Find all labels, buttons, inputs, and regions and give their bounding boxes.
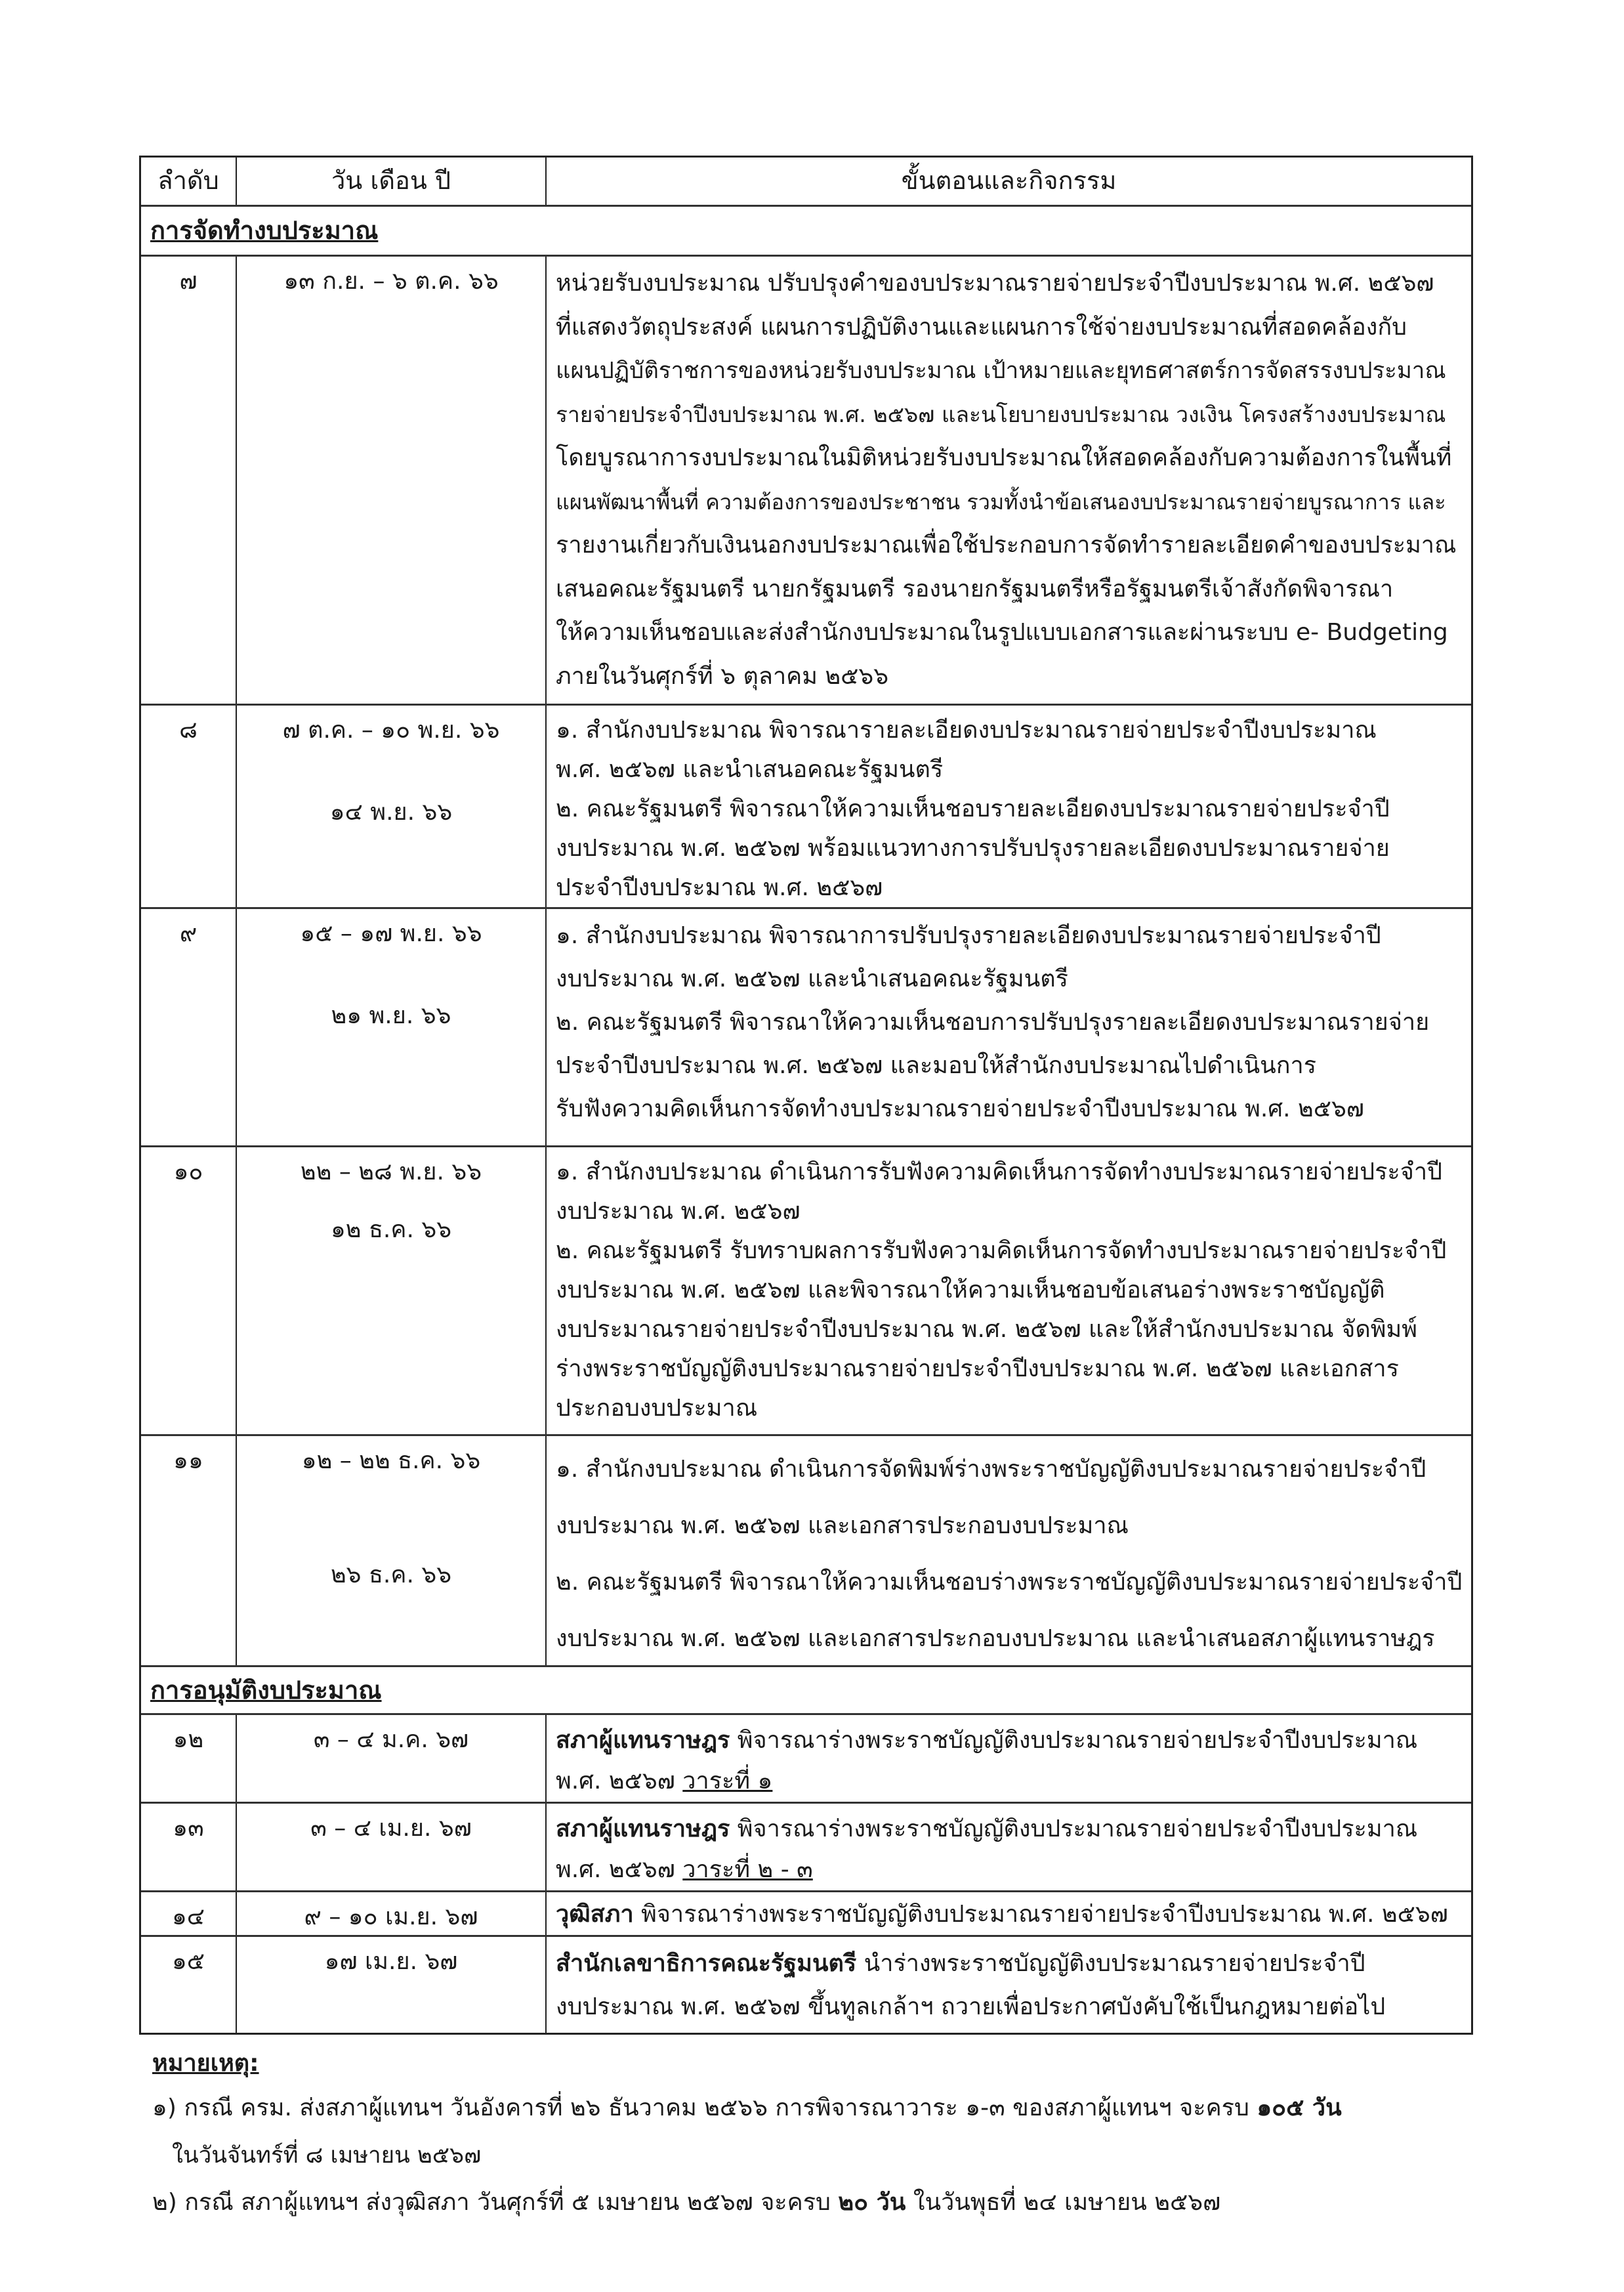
activity-line: ๑. สำนักงบประมาณ ดำเนินการจัดพิมพ์ร่างพระราชบัญญัติงบประมาณรายจ่ายประจำปี: [556, 1456, 1426, 1483]
row-dates: [237, 1436, 547, 1665]
activity-line: ๒. คณะรัฐมนตรี พิจารณาให้ความเห็นชอบร่างพระราชบัญญัติงบประมาณรายจ่ายประจำปี: [556, 1569, 1463, 1596]
row-activity: [547, 1147, 1471, 1434]
activity-line: [556, 1720, 1465, 1761]
activity-line: [556, 1942, 1465, 1985]
remark-text: ๑) กรณี ครม. ส่งสภาผู้แทนฯ วันอังคารที่ ๒๖ ธันวาคม ๒๕๖๖ การพิจารณาวาระ ๑-๓ ของสภาผู้แทนฯ จะครบ: [152, 2094, 1249, 2121]
activity-line: งบประมาณ พ.ศ. ๒๕๖๗: [556, 1198, 801, 1225]
activity-line: ๒. คณะรัฐมนตรี พิจารณาให้ความเห็นชอบการปรับปรุงรายละเอียดงบประมาณรายจ่าย: [556, 1009, 1430, 1036]
table-row: [141, 257, 1471, 706]
activity-line: งบประมาณ พ.ศ. ๒๕๖๗ และพิจารณาให้ความเห็นชอบข้อเสนอร่างพระราชบัญญัติ: [556, 1277, 1385, 1304]
remark-text: ในวันพุธที่ ๒๔ เมษายน ๒๕๖๗: [913, 2189, 1221, 2216]
table-row: [141, 1715, 1471, 1804]
date-range: ๒๒ – ๒๘ พ.ย. ๖๖: [300, 1158, 482, 1185]
date-range: ๙ – ๑๐ เม.ย. ๖๗: [304, 1903, 478, 1930]
table-row: [141, 706, 1471, 909]
table-header: [141, 158, 1471, 207]
row-dates: [237, 257, 547, 704]
date-range: ๑๒ – ๒๒ ธ.ค. ๖๖: [301, 1447, 481, 1474]
header-activity: ขั้นตอนและกิจกรรม: [901, 166, 1117, 195]
activity-line: [556, 1809, 1465, 1850]
activity-line: ร่างพระราชบัญญัติงบประมาณรายจ่ายประจำปีงบประมาณ พ.ศ. ๒๕๖๗ และเอกสาร: [556, 1355, 1399, 1382]
row-number: ๗: [141, 257, 237, 704]
row-activity: [547, 909, 1471, 1145]
actor: สภาผู้แทนราษฎร: [556, 1727, 730, 1754]
stage-label: วาระที่ ๑: [682, 1768, 773, 1794]
schedule-table: [139, 156, 1473, 2035]
remark-2: [152, 2179, 1465, 2226]
header-date: วัน เดือน ปี: [237, 158, 547, 205]
actor: วุฒิสภา: [556, 1901, 634, 1928]
table-row: [141, 1892, 1471, 1937]
section-title: การจัดทำงบประมาณ: [150, 216, 379, 245]
row-activity: [547, 257, 1471, 704]
date-range: ๑๕ – ๑๗ พ.ย. ๖๖: [300, 920, 482, 947]
remark-1: [152, 2085, 1465, 2132]
activity-line: [556, 1761, 1465, 1802]
remarks: [152, 2043, 1465, 2226]
activity-line: ๑. สำนักงบประมาณ พิจารณารายละเอียดงบประมาณรายจ่ายประจำปีงบประมาณ: [556, 717, 1377, 744]
row-activity: [547, 1436, 1471, 1665]
row-number: ๑๓: [141, 1804, 237, 1890]
row-dates: [237, 1892, 547, 1935]
table-row: [141, 1804, 1471, 1892]
activity-line: แผนพัฒนาพื้นที่ ความต้องการของประชาชน รวมทั้งนำข้อเสนองบประมาณรายจ่ายบูรณาการ และ: [556, 489, 1446, 515]
stage-label: วาระที่ ๒ - ๓: [682, 1856, 813, 1883]
table-row: [141, 1147, 1471, 1436]
activity-line: ๑. สำนักงบประมาณ ดำเนินการรับฟังความคิดเห็นการจัดทำงบประมาณรายจ่ายประจำปี: [556, 1158, 1442, 1185]
row-dates: [237, 1715, 547, 1802]
row-dates: [237, 1147, 547, 1434]
table-row: [141, 909, 1471, 1147]
activity-line: ๒. คณะรัฐมนตรี รับทราบผลการรับฟังความคิดเห็นการจัดทำงบประมาณรายจ่ายประจำปี: [556, 1237, 1447, 1264]
activity-line: ที่แสดงวัตถุประสงค์ แผนการปฏิบัติงานและแผนการใช้จ่ายงบประมาณที่สอดคล้องกับ: [556, 313, 1407, 341]
row-activity: [547, 1892, 1471, 1935]
actor: สภาผู้แทนราษฎร: [556, 1815, 730, 1842]
activity-line: ภายในวันศุกร์ที่ ๖ ตุลาคม ๒๕๖๖: [556, 662, 889, 690]
activity-line: โดยบูรณาการงบประมาณในมิติหน่วยรับงบประมาณให้สอดคล้องกับความต้องการในพื้นที่: [556, 444, 1452, 471]
header-order: ลำดับ: [141, 158, 237, 205]
activity-line: พ.ศ. ๒๕๖๗ และนำเสนอคณะรัฐมนตรี: [556, 756, 944, 783]
remarks-title: หมายเหตุ:: [152, 2050, 259, 2077]
date-single: ๑๒ ธ.ค. ๖๖: [330, 1216, 452, 1243]
activity-line: แผนปฏิบัติราชการของหน่วยรับงบประมาณ เป้าหมายและยุทธศาสตร์การจัดสรรงบประมาณ: [556, 358, 1446, 384]
remark-emphasis: ๑๐๕ วัน: [1257, 2094, 1342, 2121]
activity-line: [556, 1898, 1465, 1932]
remark-1-continued: ในวันจันทร์ที่ ๘ เมษายน ๒๕๖๗: [172, 2142, 482, 2169]
activity-text: พิจารณาร่างพระราชบัญญัติงบประมาณรายจ่ายประจำปีงบประมาณ พ.ศ. ๒๕๖๗: [641, 1901, 1448, 1928]
row-dates: [237, 706, 547, 907]
activity-line: รับฟังความคิดเห็นการจัดทำงบประมาณรายจ่ายประจำปีงบประมาณ พ.ศ. ๒๕๖๗: [556, 1095, 1364, 1122]
activity-line: งบประมาณ พ.ศ. ๒๕๖๗ พร้อมแนวทางการปรับปรุงรายละเอียดงบประมาณรายจ่าย: [556, 835, 1390, 862]
date-single: ๒๖ ธ.ค. ๖๖: [330, 1561, 452, 1588]
section-title: การอนุมัติงบประมาณ: [150, 1676, 382, 1705]
row-number: ๘: [141, 706, 237, 907]
row-activity: [547, 706, 1471, 907]
activity-line: งบประมาณ พ.ศ. ๒๕๖๗ และเอกสารประกอบงบประมาณ: [556, 1512, 1129, 1539]
activity-text: พิจารณาร่างพระราชบัญญัติงบประมาณรายจ่ายประจำปีงบประมาณ: [737, 1727, 1418, 1754]
date-range: ๓ – ๔ เม.ย. ๖๗: [310, 1815, 472, 1842]
date-single: ๑๔ พ.ย. ๖๖: [329, 799, 453, 826]
activity-line: งบประมาณ พ.ศ. ๒๕๖๗ ขึ้นทูลเกล้าฯ ถวายเพื่อประกาศบังคับใช้เป็นกฎหมายต่อไป: [556, 1993, 1386, 2020]
activity-line: [556, 1850, 1465, 1890]
date-single: ๒๑ พ.ย. ๖๖: [331, 1002, 451, 1029]
row-dates: [237, 1937, 547, 2033]
activity-text: พิจารณาร่างพระราชบัญญัติงบประมาณรายจ่ายประจำปีงบประมาณ: [737, 1815, 1418, 1842]
date-range: ๑๓ ก.ย. – ๖ ต.ค. ๖๖: [283, 268, 499, 295]
activity-line: หน่วยรับงบประมาณ ปรับปรุงคำของบประมาณรายจ่ายประจำปีงบประมาณ พ.ศ. ๒๕๖๗: [556, 270, 1434, 297]
row-number: ๑๑: [141, 1436, 237, 1665]
row-number: ๙: [141, 909, 237, 1145]
activity-line: รายจ่ายประจำปีงบประมาณ พ.ศ. ๒๕๖๗ และนโยบายงบประมาณ วงเงิน โครงสร้างงบประมาณ: [556, 401, 1446, 427]
activity-line: ให้ความเห็นชอบและส่งสำนักงบประมาณในรูปแบบเอกสารและผ่านระบบ e- Budgeting: [556, 619, 1448, 646]
date-single: ๑๗ เม.ย. ๖๗: [324, 1948, 458, 1975]
row-number: ๑๐: [141, 1147, 237, 1434]
date-range: ๓ – ๔ ม.ค. ๖๗: [313, 1726, 469, 1753]
actor: สำนักเลขาธิการคณะรัฐมนตรี: [556, 1950, 857, 1977]
row-number: ๑๒: [141, 1715, 237, 1802]
activity-line: เสนอคณะรัฐมนตรี นายกรัฐมนตรี รองนายกรัฐมนตรีหรือรัฐมนตรีเจ้าสังกัดพิจารณา: [556, 575, 1394, 603]
remark-emphasis: ๒๐ วัน: [838, 2189, 906, 2216]
row-number: ๑๕: [141, 1937, 237, 2033]
table-row: [141, 1937, 1471, 2033]
row-dates: [237, 909, 547, 1145]
remark-text: ๒) กรณี สภาผู้แทนฯ ส่งวุฒิสภา วันศุกร์ที่ ๕ เมษายน ๒๕๖๗ จะครบ: [152, 2189, 831, 2216]
table-row: [141, 1436, 1471, 1667]
row-activity: [547, 1804, 1471, 1890]
date-range: ๗ ต.ค. – ๑๐ พ.ย. ๖๖: [282, 717, 500, 744]
row-activity: [547, 1715, 1471, 1802]
activity-line: รายงานเกี่ยวกับเงินนอกงบประมาณเพื่อใช้ประกอบการจัดทำรายละเอียดคำของบประมาณ: [556, 532, 1457, 559]
activity-line: ประจำปีงบประมาณ พ.ศ. ๒๕๖๗: [556, 874, 883, 901]
activity-line: งบประมาณรายจ่ายประจำปีงบประมาณ พ.ศ. ๒๕๖๗ และให้สำนักงบประมาณ จัดพิมพ์: [556, 1316, 1417, 1343]
activity-line: งบประมาณ พ.ศ. ๒๕๖๗ และเอกสารประกอบงบประมาณ และนำเสนอสภาผู้แทนราษฎร: [556, 1625, 1435, 1652]
row-activity: [547, 1937, 1471, 2033]
activity-text: พ.ศ. ๒๕๖๗: [556, 1856, 675, 1883]
row-number: ๑๔: [141, 1892, 237, 1935]
activity-line: งบประมาณ พ.ศ. ๒๕๖๗ และนำเสนอคณะรัฐมนตรี: [556, 966, 1068, 992]
activity-line: ๒. คณะรัฐมนตรี พิจารณาให้ความเห็นชอบรายละเอียดงบประมาณรายจ่ายประจำปี: [556, 796, 1390, 822]
section-budget-approval: [141, 1667, 1471, 1715]
activity-line: ประจำปีงบประมาณ พ.ศ. ๒๕๖๗ และมอบให้สำนักงบประมาณไปดำเนินการ: [556, 1052, 1317, 1079]
activity-text: นำร่างพระราชบัญญัติงบประมาณรายจ่ายประจำปี: [864, 1950, 1365, 1977]
activity-text: พ.ศ. ๒๕๖๗: [556, 1768, 675, 1794]
row-dates: [237, 1804, 547, 1890]
activity-line: ๑. สำนักงบประมาณ พิจารณาการปรับปรุงรายละเอียดงบประมาณรายจ่ายประจำปี: [556, 922, 1381, 949]
activity-line: ประกอบงบประมาณ: [556, 1395, 758, 1422]
section-budget-preparation: [141, 207, 1471, 257]
